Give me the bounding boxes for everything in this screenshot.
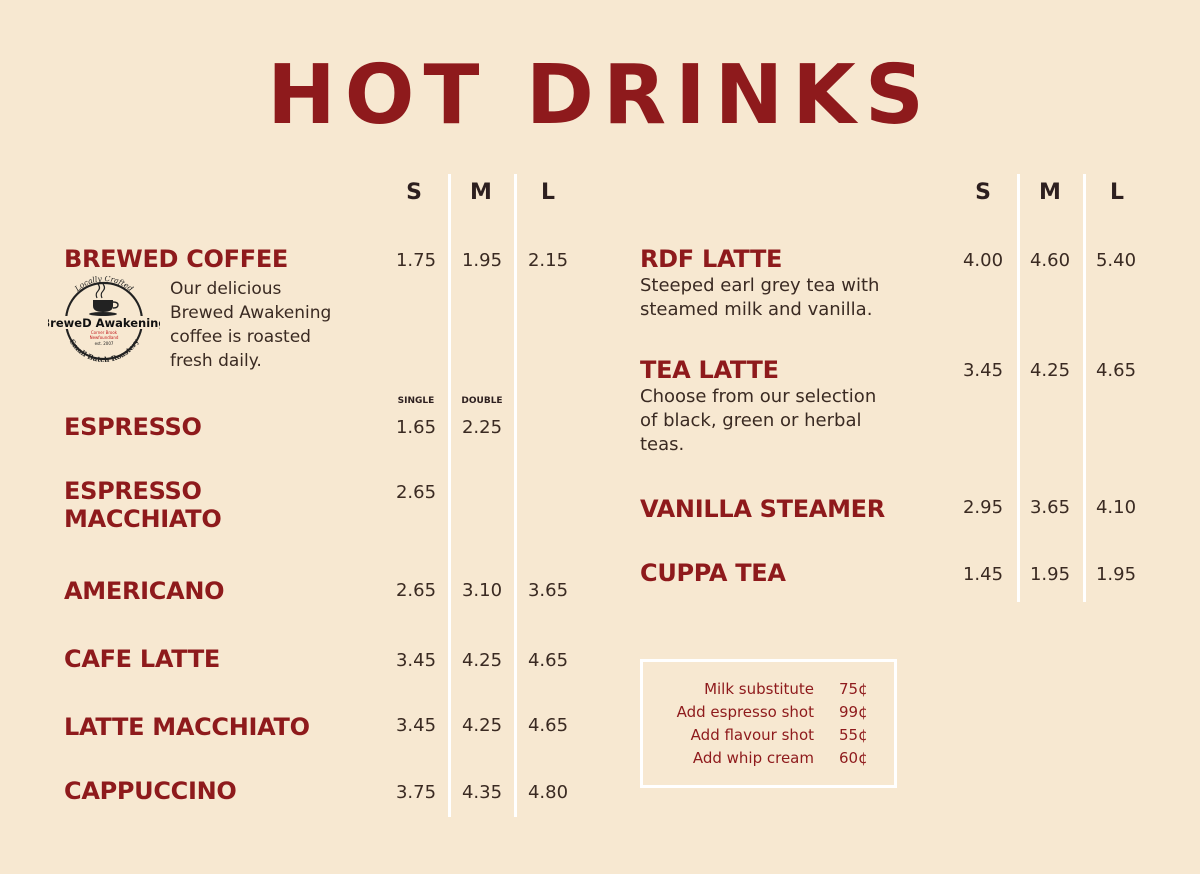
extra-price: 99¢ — [839, 703, 868, 721]
price-medium: 4.60 — [1029, 250, 1071, 271]
coffee-cup-icon — [89, 284, 118, 316]
size-header-large: L — [540, 180, 556, 205]
menu-item-brewed-coffee: BREWED COFFEE — [64, 245, 289, 273]
shot-header-double: DOUBLE — [461, 396, 503, 406]
rdf-latte-description: Steeped earl grey tea with steamed milk and vanilla. — [640, 275, 880, 320]
price-medium: 3.65 — [1029, 497, 1071, 518]
extra-price: 75¢ — [839, 680, 868, 698]
svg-text:BreweD Awakening: reweD Awakening — [50, 316, 160, 330]
price-large: 4.10 — [1095, 497, 1137, 518]
price-medium: 4.25 — [461, 650, 503, 671]
price-small: 2.65 — [395, 580, 437, 601]
menu-item-espresso-macchiato: ESPRESSO MACCHIATO — [64, 477, 222, 533]
svg-text:Small Batch Roastery: Small Batch Roastery — [67, 337, 141, 362]
price-large: 2.15 — [527, 250, 569, 271]
price-single: 2.65 — [395, 482, 437, 503]
size-header-medium: M — [470, 180, 492, 205]
price-large: 4.65 — [527, 650, 569, 671]
price-large: 4.80 — [527, 782, 569, 803]
svg-text:est. 2007: est. 2007 — [94, 341, 114, 346]
tea-latte-description: Choose from our selection of black, green or herbal teas. — [640, 386, 877, 455]
size-header-large: L — [1109, 180, 1125, 205]
price-large: 4.65 — [1095, 360, 1137, 381]
extras-box — [640, 659, 897, 788]
price-large: 3.65 — [527, 580, 569, 601]
price-double: 2.25 — [461, 417, 503, 438]
menu-item-cuppa-tea: CUPPA TEA — [640, 559, 786, 587]
price-large: 5.40 — [1095, 250, 1137, 271]
brewed-coffee-description: Our delicious Brewed Awakening coffee is roasted fresh daily. — [170, 279, 332, 371]
size-header-small: S — [975, 180, 991, 205]
extra-price: 55¢ — [839, 726, 868, 744]
menu-item-vanilla-steamer: VANILLA STEAMER — [640, 495, 885, 523]
size-header-small: S — [406, 180, 422, 205]
price-large: 4.65 — [527, 715, 569, 736]
column-divider — [1083, 174, 1086, 602]
brewed-awakening-logo — [48, 276, 160, 362]
price-small: 4.00 — [962, 250, 1004, 271]
menu-item-espresso: ESPRESSO — [64, 413, 202, 441]
svg-text:Newfoundland: Newfoundland — [89, 335, 119, 340]
menu-item-cafe-latte: CAFE LATTE — [64, 645, 221, 673]
price-medium: 3.10 — [461, 580, 503, 601]
shot-header-single: SINGLE — [397, 396, 435, 406]
price-small: 3.45 — [395, 650, 437, 671]
menu-item-americano: AMERICANO — [64, 577, 225, 605]
column-divider — [448, 174, 451, 817]
price-small: 1.75 — [395, 250, 437, 271]
price-small: 1.45 — [962, 564, 1004, 585]
svg-text:Locally Crafted: Locally Crafted — [72, 276, 136, 294]
price-medium: 4.25 — [461, 715, 503, 736]
price-single: 1.65 — [395, 417, 437, 438]
price-medium: 4.35 — [461, 782, 503, 803]
price-medium: 1.95 — [1029, 564, 1071, 585]
price-small: 3.75 — [395, 782, 437, 803]
price-small: 3.45 — [395, 715, 437, 736]
menu-item-cappuccino: CAPPUCCINO — [64, 777, 237, 805]
column-divider — [514, 174, 517, 817]
price-small: 3.45 — [962, 360, 1004, 381]
price-large: 1.95 — [1095, 564, 1137, 585]
svg-text:Corner Brook: Corner Brook — [90, 330, 118, 335]
price-small: 2.95 — [962, 497, 1004, 518]
menu-item-latte-macchiato: LATTE MACCHIATO — [64, 713, 310, 741]
extra-price: 60¢ — [839, 749, 868, 767]
price-medium: 4.25 — [1029, 360, 1071, 381]
extra-label: Add whip cream — [692, 749, 814, 767]
size-header-medium: M — [1039, 180, 1061, 205]
price-medium: 1.95 — [461, 250, 503, 271]
menu-item-tea-latte: TEA LATTE — [640, 356, 779, 384]
page-title: HOT DRINKS — [267, 48, 933, 143]
extra-label: Add espresso shot — [676, 703, 814, 721]
menu-item-rdf-latte: RDF LATTE — [640, 245, 783, 273]
extra-label: Add flavour shot — [690, 726, 814, 744]
column-divider — [1017, 174, 1020, 602]
extra-label: Milk substitute — [704, 680, 814, 698]
